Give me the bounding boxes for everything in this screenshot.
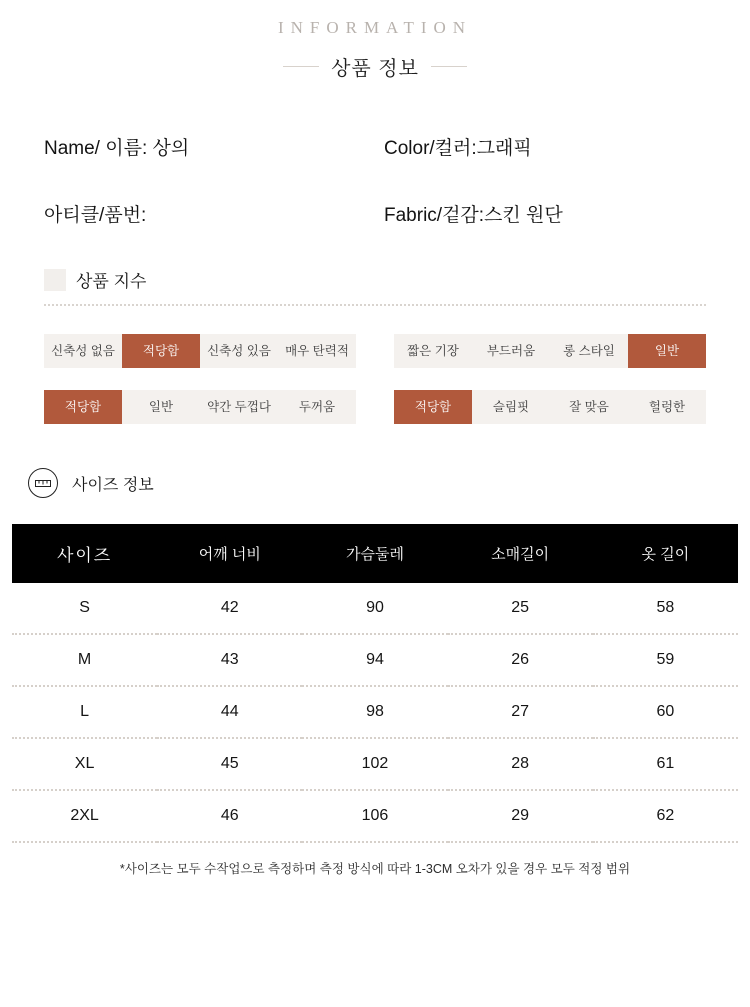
table-row <box>12 790 738 842</box>
gauge-segment: 짧은 기장 <box>394 334 472 368</box>
gauge-segment-active: 일반 <box>628 334 706 368</box>
spec-row <box>44 133 706 160</box>
cell-length: 60 <box>593 686 738 738</box>
cell-chest: 106 <box>302 790 447 842</box>
spec-article: 아티클/품번: <box>44 205 147 226</box>
cell-sleeve: 29 <box>448 790 593 842</box>
gauge-segment: 슬림핏 <box>472 390 550 424</box>
cell-chest: 94 <box>302 634 447 686</box>
product-index-heading <box>0 267 750 292</box>
gauge-segment: 신축성 없음 <box>44 334 122 368</box>
table-row <box>12 583 738 634</box>
gauge-segment: 일반 <box>122 390 200 424</box>
cell-length: 59 <box>593 634 738 686</box>
table-row <box>12 686 738 738</box>
cell-size: L <box>12 686 157 738</box>
product-index-label: 상품 지수 <box>76 272 147 291</box>
spec-fabric: Fabric/겉감:스킨 원단 <box>384 205 563 226</box>
spec-row <box>44 200 706 227</box>
gauge-segment: 신축성 있음 <box>200 334 278 368</box>
cell-shoulder: 45 <box>157 738 302 790</box>
size-measurement-note: *사이즈는 모두 수작업으로 측정하며 측정 방식에 따라 1-3CM 오차가 있을 경우 모두 적정 범위 <box>119 862 631 876</box>
cell-shoulder: 44 <box>157 686 302 738</box>
cell-size: S <box>12 583 157 634</box>
page-title <box>0 52 750 81</box>
cell-length: 61 <box>593 738 738 790</box>
title-rule-right <box>431 66 467 67</box>
table-header-row <box>12 524 738 583</box>
cell-chest: 102 <box>302 738 447 790</box>
column-header-shoulder: 어깨 너비 <box>157 524 302 583</box>
cell-shoulder: 43 <box>157 634 302 686</box>
gauge-segment: 롱 스타일 <box>550 334 628 368</box>
gauge-length <box>394 334 706 368</box>
table-row <box>12 738 738 790</box>
product-spec-block <box>0 133 750 227</box>
size-info-heading <box>0 468 750 498</box>
size-table-body <box>12 583 738 842</box>
size-table-wrap <box>0 524 750 877</box>
cell-size: 2XL <box>12 790 157 842</box>
gauge-thickness <box>44 390 356 424</box>
gauge-segment: 헐렁한 <box>628 390 706 424</box>
gauge-segment-active: 적당함 <box>122 334 200 368</box>
gauge-segment-active: 적당함 <box>44 390 122 424</box>
column-header-size: 사이즈 <box>12 524 157 583</box>
cell-chest: 98 <box>302 686 447 738</box>
cell-shoulder: 42 <box>157 583 302 634</box>
page-title-text: 상품 정보 <box>331 58 419 80</box>
column-header-chest: 가슴둘레 <box>302 524 447 583</box>
size-table-head <box>12 524 738 583</box>
gauge-segment: 잘 맞음 <box>550 390 628 424</box>
size-table <box>12 524 738 843</box>
gauge-segment: 두꺼움 <box>278 390 356 424</box>
cell-length: 62 <box>593 790 738 842</box>
square-bullet-icon <box>44 269 66 291</box>
gauge-row <box>44 390 706 424</box>
column-header-length: 옷 길이 <box>593 524 738 583</box>
size-info-label: 사이즈 정보 <box>72 476 154 494</box>
cell-sleeve: 25 <box>448 583 593 634</box>
title-rule-left <box>283 66 319 67</box>
product-index-gauges <box>0 334 750 424</box>
cell-size: XL <box>12 738 157 790</box>
cell-shoulder: 46 <box>157 790 302 842</box>
gauge-segment-active: 적당함 <box>394 390 472 424</box>
information-eyebrow: INFORMATION <box>277 18 473 37</box>
gauge-fit <box>394 390 706 424</box>
ruler-icon <box>28 468 58 498</box>
cell-sleeve: 26 <box>448 634 593 686</box>
gauge-row <box>44 334 706 368</box>
cell-length: 58 <box>593 583 738 634</box>
spec-color: Color/컬러:그래픽 <box>384 138 532 159</box>
spec-name: Name/ 이름: 상의 <box>44 138 190 159</box>
gauge-segment: 부드러움 <box>472 334 550 368</box>
gauge-segment: 매우 탄력적 <box>278 334 356 368</box>
cell-size: M <box>12 634 157 686</box>
cell-sleeve: 27 <box>448 686 593 738</box>
gauge-elasticity <box>44 334 356 368</box>
gauge-segment: 약간 두껍다 <box>200 390 278 424</box>
table-row <box>12 634 738 686</box>
cell-chest: 90 <box>302 583 447 634</box>
cell-sleeve: 28 <box>448 738 593 790</box>
column-header-sleeve: 소매길이 <box>448 524 593 583</box>
dotted-divider <box>44 304 706 306</box>
